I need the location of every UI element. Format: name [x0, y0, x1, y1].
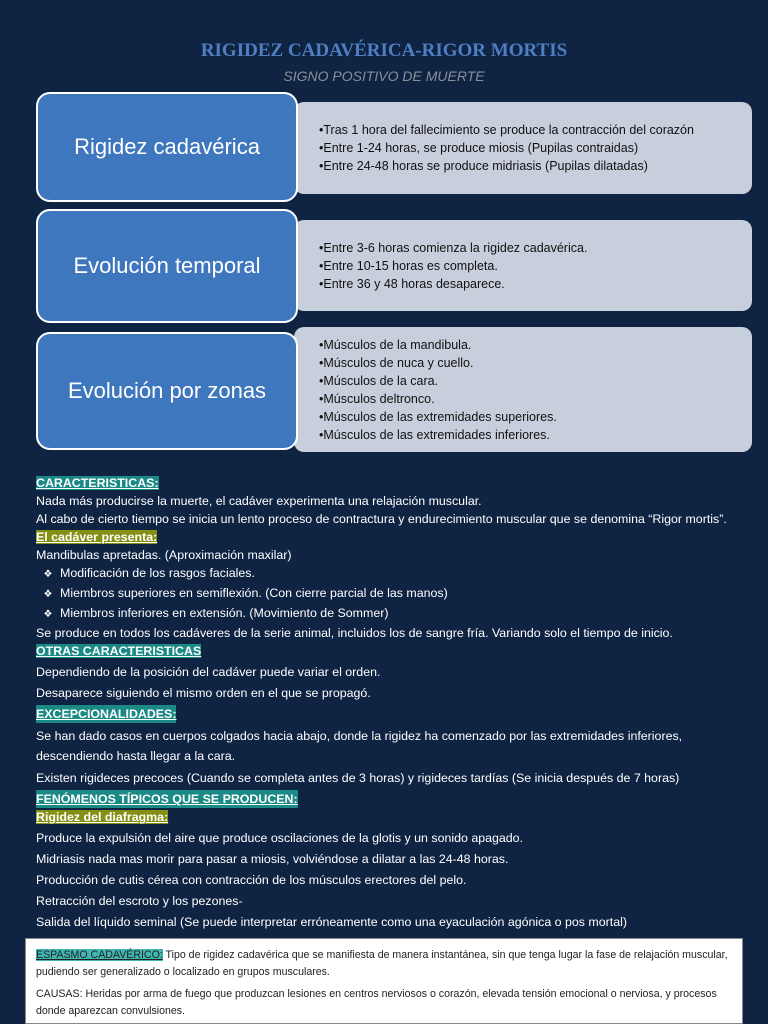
section-details — [294, 327, 752, 452]
list-item: • Músculos de las extremidades superiores. — [319, 408, 742, 426]
paragraph: Se produce en todos los cadáveres de la serie animal, incluidos los de sangre fría. Variando solo el tiempo de inicio. — [36, 626, 673, 640]
list-item: • Entre 24-48 horas se produce midriasis (Pupilas dilatadas) — [319, 157, 742, 175]
section-label: Rigidez cadavérica — [36, 92, 298, 202]
list-item: • Músculos de la cara. — [319, 372, 742, 390]
list-item: Salida del líquido seminal (Se puede interpretar erróneamente como una eyaculación agónica o pos mortal) — [36, 915, 627, 929]
section-details — [294, 220, 752, 311]
espasmo-heading: ESPASMO CADAVÉRICO: — [36, 949, 163, 961]
list-item: • Músculos de las extremidades inferiores. — [319, 426, 742, 444]
paragraph: Se han dado casos en cuerpos colgados hacia abajo, donde la rigidez ha comenzado por las extremidades inferiores, descendiendo hasta llegar a la cara. — [36, 729, 683, 763]
list-item: • Entre 1-24 horas, se produce miosis (Pupilas contraidas) — [319, 139, 742, 157]
paragraph: Nada más producirse la muerte, el cadáver experimenta una relajación muscular. — [36, 494, 482, 508]
list-item: • Músculos de nuca y cuello. — [319, 354, 742, 372]
section-evolucion-temporal — [36, 209, 752, 323]
list-item: ❖ Modificación de los rasgos faciales. — [36, 564, 736, 584]
page-subtitle: SIGNO POSITIVO DE MUERTE — [283, 68, 485, 84]
paragraph: Desaparece siguiendo el mismo orden en el que se propagó. — [36, 686, 371, 700]
page-title: RIGIDEZ CADAVÉRICA-RIGOR MORTIS — [200, 40, 568, 61]
fenomenos-heading: FENÓMENOS TÍPICOS QUE SE PRODUCEN: — [36, 792, 298, 806]
list-item: Producción de cutis cérea con contracción de los músculos erectores del pelo. — [36, 873, 467, 887]
section-rigidez — [36, 92, 752, 202]
section-label: Evolución por zonas — [36, 332, 298, 450]
caracteristicas-heading: CARACTERISTICAS: — [36, 476, 159, 490]
list-item: Retracción del escroto y los pezones- — [36, 894, 243, 908]
excep-heading: EXCEPCIONALIDADES: — [36, 707, 177, 721]
body-text — [36, 474, 736, 952]
section-details — [294, 102, 752, 194]
list-item: ❖ Miembros superiores en semiflexión. (Con cierre parcial de las manos) — [36, 584, 736, 604]
list-item: • Músculos de la mandibula. — [319, 336, 742, 354]
espasmo-note-box — [25, 938, 743, 1024]
paragraph: Existen rigideces precoces (Cuando se completa antes de 3 horas) y rigideces tardías (Se inicia después de 7 horas) — [36, 771, 680, 785]
paragraph: Al cabo de cierto tiempo se inicia un lento proceso de contractura y endurecimiento muscular que se denomina “Rigor mortis”. — [36, 512, 727, 526]
presenta-heading: El cadáver presenta: — [36, 530, 158, 544]
list-item: • Tras 1 hora del fallecimiento se produce la contracción del corazón — [319, 121, 742, 139]
section-label: Evolución temporal — [36, 209, 298, 323]
diafragma-heading: Rigidez del diafragma: — [36, 810, 169, 824]
list-item: ❖ Miembros inferiores en extensión. (Movimiento de Sommer) — [36, 604, 736, 624]
paragraph: Dependiendo de la posición del cadáver puede variar el orden. — [36, 665, 381, 679]
list-item: • Músculos deltronco. — [319, 390, 742, 408]
espasmo-definition: Tipo de rigidez cadavérica que se manifiesta de manera instantánea, sin que tenga lugar la fase de relajación muscular, pudiendo ser generalizado o localizado en grupos musculares. — [36, 949, 728, 978]
paragraph: Mandibulas apretadas. (Aproximación maxilar) — [36, 548, 292, 562]
list-item: • Entre 10-15 horas es completa. — [319, 257, 742, 275]
list-item: Midriasis nada mas morir para pasar a miosis, volviéndose a dilatar a las 24-48 horas. — [36, 852, 509, 866]
section-evolucion-zonas — [36, 332, 752, 450]
causas-text: CAUSAS: Heridas por arma de fuego que produzcan lesiones en centros nerviosos o corazón, elevada tensión emocional o nerviosa, y procesos donde aparezcan convulsiones. — [36, 988, 717, 1017]
otras-heading: OTRAS CARACTERISTICAS — [36, 644, 202, 658]
list-item: • Entre 36 y 48 horas desaparece. — [319, 275, 742, 293]
list-item: • Entre 3-6 horas comienza la rigidez cadavérica. — [319, 239, 742, 257]
list-item: Produce la expulsión del aire que produce oscilaciones de la glotis y un sonido apagado. — [36, 831, 524, 845]
